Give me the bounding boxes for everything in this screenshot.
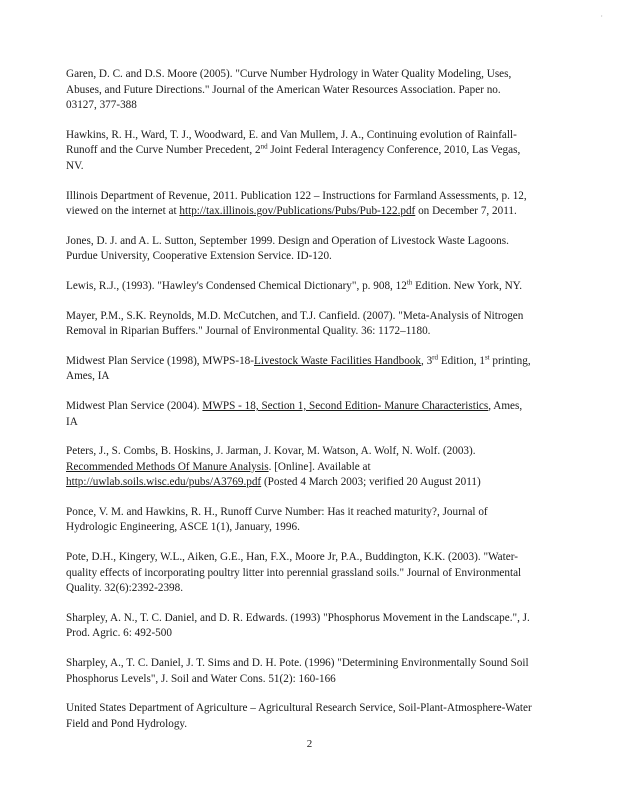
page-number: 2 [306,738,313,750]
reference-mwps-2004 [66,399,534,430]
reference-link[interactable]: Recommended Methods Of Manure Analysis [66,460,269,473]
reference-text: printing, Ames, IA [66,354,531,383]
superscript: st [484,352,490,361]
reference-list [66,67,534,746]
superscript: rd [432,352,439,361]
reference-link[interactable]: MWPS - 18, Section 1, Second Edition- Manure Characteristics [202,399,489,412]
reference-mayer [66,309,534,340]
reference-text: Hawkins, R. H., Ward, T. J., Woodward, E. and Van Mullem, J. A., Continuing evolution of Rainfall-Runoff and the Curve Number Precedent, 2 [66,128,517,157]
reference-sharpley-1996 [66,656,534,687]
reference-text: Pote, D.H., Kingery, W.L., Aiken, G.E., Han, F.X., Moore Jr, P.A., Buddington, K.K. (2003). "Water-quality effects of incorporating poultry litter into perennial grassland soils." Journal of Environmental Quality. 32(6):2392-2398. [66,551,522,595]
reference-pote [66,550,534,597]
reference-link[interactable]: http://tax.illinois.gov/Publications/Pubs/Pub-122.pdf [179,205,416,218]
reference-text: Garen, D. C. and D.S. Moore (2005). "Curve Number Hydrology in Water Quality Modeling, Uses, Abuses, and Future Directions." Journal of the American Water Resources Association. Paper no. 03127, 377-388 [66,68,512,112]
reference-text: , Ames, IA [66,399,523,428]
reference-text: Joint Federal Interagency Conference, 2010, Las Vegas, NV. [66,144,521,172]
reference-text: Peters, J., S. Combs, B. Hoskins, J. Jarman, J. Kovar, M. Watson, A. Wolf, N. Wolf. (2003). [66,445,476,458]
reference-text: Illinois Department of Revenue, 2011. Publication 122 – Instructions for Farmland Assessments, p. 12, viewed on the internet at [66,189,527,218]
reference-illinois [66,189,534,220]
reference-lewis [66,279,534,295]
reference-text: United States Department of Agriculture – Agricultural Research Service, Soil-Plant-Atmosphere-Water Field and Pond Hydrology. [66,702,532,730]
reference-jones [66,234,534,265]
reference-usda [66,701,534,732]
reference-text: Lewis, R.J., (1993). "Hawley's Condensed Chemical Dictionary", p. 908, 12 [66,279,407,292]
superscript: nd [260,142,268,151]
reference-text: Midwest Plan Service (1998), MWPS-18- [66,354,254,367]
reference-sharpley-1993 [66,611,534,642]
reference-mwps-1998 [66,354,534,385]
corner-mark: · [600,12,603,21]
reference-text: Jones, D. J. and A. L. Sutton, September 1999. Design and Operation of Livestock Waste Lagoons. Purdue University, Cooperative Extension Service. ID-120. [66,234,509,263]
reference-peters [66,444,534,491]
reference-text: Sharpley, A., T. C. Daniel, J. T. Sims and D. H. Pote. (1996) "Determining Environmentally Sound Soil Phosphorus Levels", J. Soil and Water Cons. 51(2): 160-166 [66,657,529,685]
reference-text: Edition, 1 [438,354,485,367]
reference-text: Ponce, V. M. and Hawkins, R. H., Runoff Curve Number: Has it reached maturity?, Journal of Hydrologic Engineering, ASCE 1(1), January, 1996. [66,505,488,534]
reference-text: Mayer, P.M., S.K. Reynolds, M.D. McCutchen, and T.J. Canfield. (2007). "Meta-Analysis of Nitrogen Removal in Riparian Buffers." Journal of Environmental Quality. 36: 1172–1180. [66,309,524,338]
reference-hawkins [66,128,534,175]
reference-text: on December 7, 2011. [415,205,517,218]
reference-link[interactable]: Livestock Waste Facilities Handbook [254,354,421,367]
reference-text: Midwest Plan Service (2004). [66,399,203,412]
reference-text: Edition. New York, NY. [412,279,523,292]
reference-text: . [Online]. Available at [268,460,371,473]
reference-ponce [66,505,534,536]
reference-garen [66,67,534,114]
superscript: th [406,278,413,287]
reference-text: (Posted 4 March 2003; verified 20 August 2011) [261,476,481,489]
reference-text: Sharpley, A. N., T. C. Daniel, and D. R. Edwards. (1993) "Phosphorus Movement in the Landscape.", J. Prod. Agric. 6: 492-500 [66,611,530,640]
reference-url-link[interactable]: http://uwlab.soils.wisc.edu/pubs/A3769.pdf [66,476,262,489]
reference-text: , 3 [420,354,433,367]
